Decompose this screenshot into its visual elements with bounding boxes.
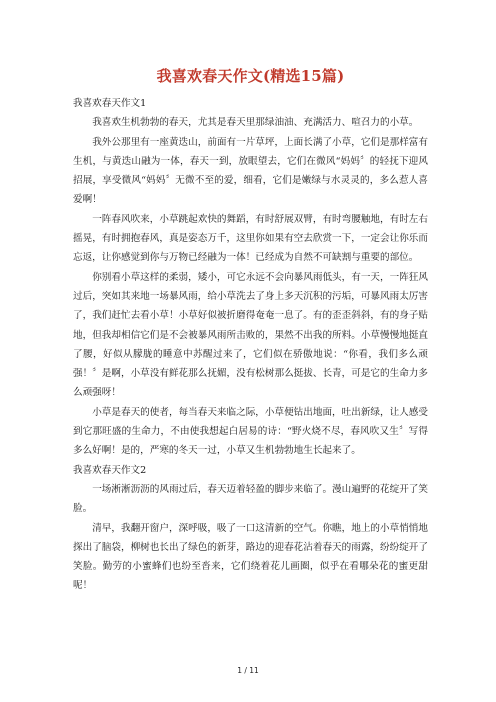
paragraph: 小草是春天的使者，每当春天来临之际，小草便钻出地面，吐出新绿，让人感受到它那旺盛的生命力，不由使我想起白居易的诗：“野火烧不尽，春风吹又生〞写得多么好啊！是的，严寒的冬天一过，小草又生机勃勃地生长起来了。 <box>73 406 428 457</box>
paragraph: 我外公那里有一座黄迭山，前面有一片草坪，上面长满了小草，它们是那样富有生机，与黄迭山融为一体，春天一到，放眼望去，它们在微风“妈妈〞的轻抚下迎风招展，享受微风“妈妈〞无微不至的爱，细看，它们是嫩绿与水灵灵的，多么惹人喜爱啊！ <box>73 136 428 206</box>
document-page <box>73 66 428 596</box>
section-heading: 我喜欢春天作文1 <box>73 98 147 109</box>
paragraph: 你别看小草这样的柔弱，矮小，可它永远不会向暴风雨低头，有一天，一阵狂风过后，突如其来地一场暴风雨，给小草洗去了身上多天沉积的污垢，可暴风雨太厉害了，我们赶忙去看小草！小草好似被折磨得奄奄一息了。有的歪歪斜斜，有的身子贴地，但我却相信它们是不会被暴风雨所击败的，果然不出我的所料。小草慢慢地挺直了腰，好似从朦胧的睡意中苏醒过来了，它们似在骄傲地说：“你看，我们多么顽强！〞是啊，小草没有鲜花那么抚媚，没有松树那么挺拔、长青，可是它的生命力多么顽强呀！ <box>73 271 428 399</box>
paragraph: 清早，我翻开窗户，深呼吸，吸了一口这清新的空气。你瞧，地上的小草悄悄地探出了脑袋，柳树也长出了绿色的新芽，路边的迎春花沾着春天的雨露，纷纷绽开了笑脸。勤劳的小蜜蜂们也纷至沓来，它们绕着花儿画圈，似乎在看哪朵花的蜜更甜呢！ <box>73 522 428 592</box>
paragraph: 一阵春风吹来，小草跳起欢快的舞蹈，有时舒展双臂，有时弯腰触地，有时左右摇晃，有时拥抱春风，真是姿态万千，这里你如果有空去欣赏一下，一定会让你乐而忘返，让你感觉到你与万物已经融为一体！已经成为自然不可缺割与重要的部位。 <box>73 213 428 264</box>
paragraph: 一场淅淅沥沥的风雨过后，春天迈着轻盈的脚步来临了。漫山遍野的花绽开了笑脸。 <box>73 483 428 515</box>
essay-section-1 <box>73 94 428 461</box>
section-heading: 我喜欢春天作文2 <box>73 464 147 476</box>
paragraph: 我喜欢生机勃勃的春天，尤其是春天里那绿油油、充满活力、喧召力的小草。 <box>92 117 419 129</box>
document-title: 我喜欢春天作文(精选15篇) <box>156 67 345 85</box>
page-number: 1 / 11 <box>237 666 259 675</box>
essay-section-2 <box>73 461 428 596</box>
